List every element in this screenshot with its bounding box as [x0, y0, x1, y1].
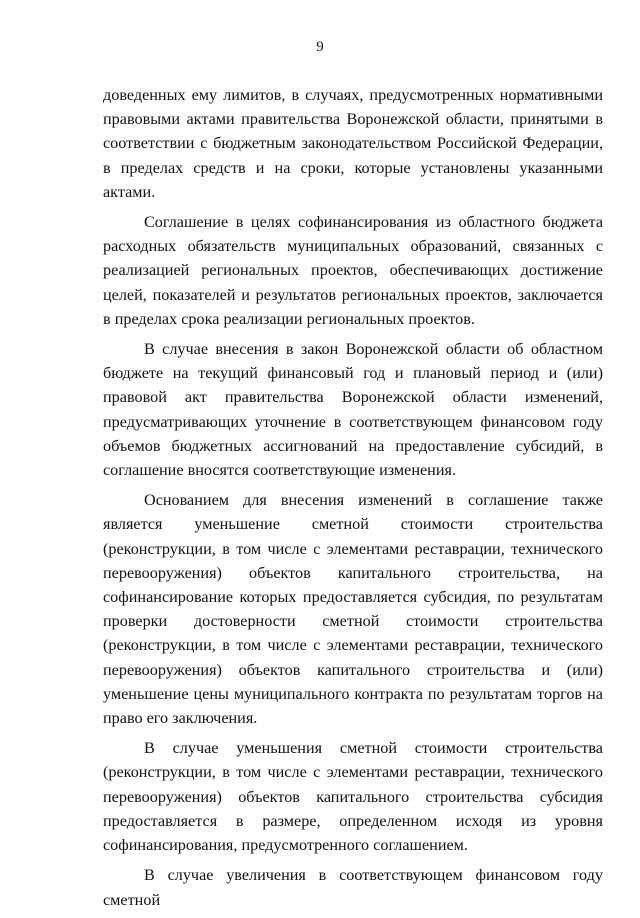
paragraph-cost-decrease: В случае уменьшения сметной стоимости строительства (реконструкции, в том числе с элементами реставрации, технического перевооружения) объектов капитального строительства субсидия предоставляется в размере, определенном исходя из уровня софинансирования, предусмотренного соглашением.: [103, 739, 603, 855]
paragraph-grounds-for-changes: Основанием для внесения изменений в соглашение также является уменьшение сметной стоимости строительства (реконструкции, в том числе с элементами реставрации, технического перевооружения) объектов капитального строительства, на софинансирование которых предоставляется субсидия, по результатам проверки достоверности сметной стоимости строительства (реконструкции, в том числе с элементами реставрации, технического перевооружения) объектов капитального строительства и (или) уменьшение цены муниципального контракта по результатам торгов на право его заключения.: [103, 491, 603, 728]
paragraph-budget-changes: В случае внесения в закон Воронежской области об областном бюджете на текущий финансовый год и плановый период и (или) правовой акт правительства Воронежской области изменений, предусматривающих уточнение в соответствующем финансовом году объемов бюджетных ассигнований на предоставление субсидий, в соглашение вносятся соответствующие изменения.: [103, 340, 603, 480]
paragraph-agreement-term: Соглашение в целях софинансирования из областного бюджета расходных обязательств муниципальных образований, связанных с реализацией региональных проектов, обеспечивающих достижение целей, показателей и результатов региональных проектов, заключается в пределах срока реализации региональных проектов.: [103, 213, 603, 328]
body-text: [103, 83, 603, 918]
paragraph-cost-increase: В случае увеличения в соответствующем финансовом году сметной: [103, 866, 603, 909]
page-number: 9: [316, 39, 324, 55]
paragraph-continuation: доведенных ему лимитов, в случаях, предусмотренных нормативными правовыми актами правительства Воронежской области, принятыми в соответствии с бюджетным законодательством Российской Федерации, в пределах средств и на сроки, которые установлены указанными актами.: [103, 86, 603, 201]
